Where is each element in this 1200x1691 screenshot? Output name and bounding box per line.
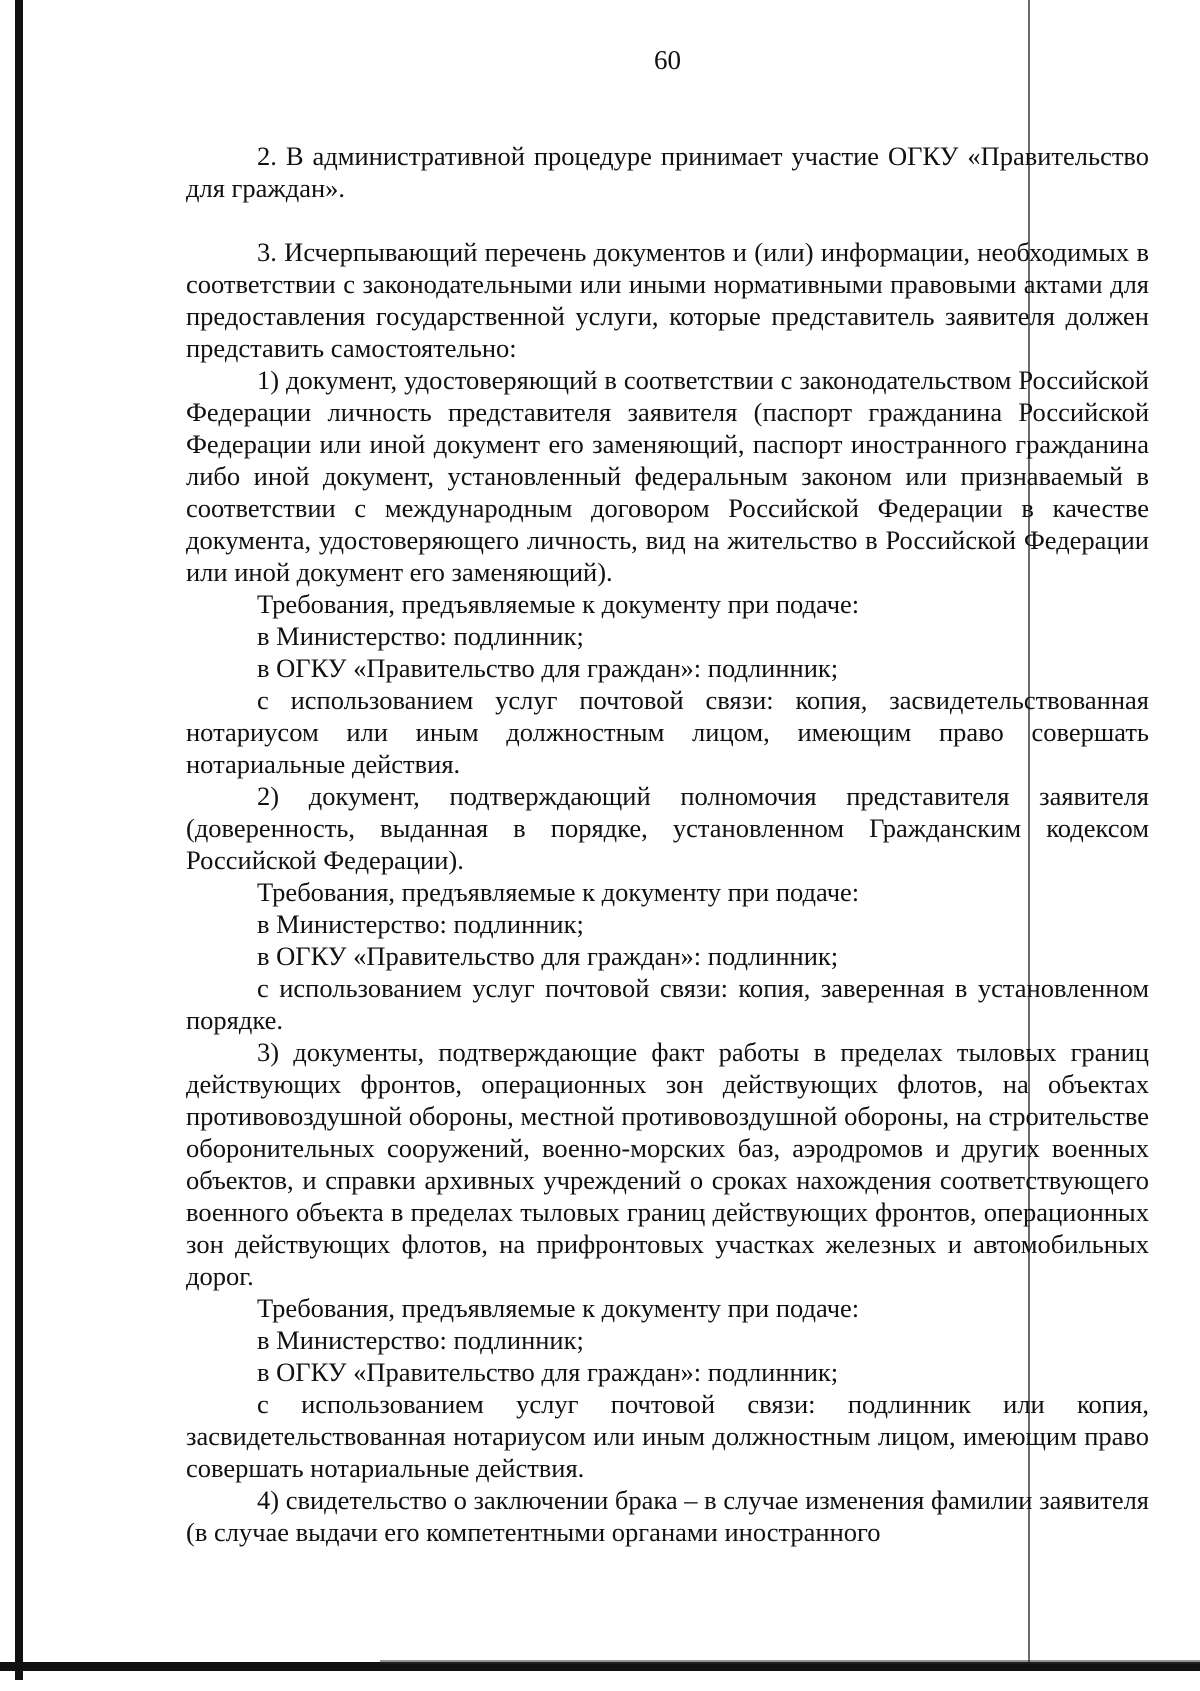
paragraph-item-2-authority-document: 2) документ, подтверждающий полномочия представителя заявителя (доверенность, выданная в порядке, установленном Гражданским кодексом Российской Федерации). [186,781,1149,875]
paragraph-requirement-ogku: в ОГКУ «Правительство для граждан»: подлинник; [257,941,839,971]
paragraph-requirements-heading: Требования, предъявляемые к документу при подаче: [257,1293,860,1323]
paragraph-documents-list: 3. Исчерпывающий перечень документов и (или) информации, необходимых в соответствии с законодательными или иными нормативными правовыми актами для предоставления государственной услуги, которые представитель заявителя должен представить самостоятельно: [186,237,1149,363]
page-number: 60 [654,45,681,75]
paragraph-item-4-marriage-certificate: 4) свидетельство о заключении брака – в случае изменения фамилии заявителя (в случае выдачи его компетентными органами иностранного [186,1485,1149,1547]
paragraph-requirements-heading: Требования, предъявляемые к документу при подаче: [257,589,860,619]
paragraph-item-1-identity-document: 1) документ, удостоверяющий в соответствии с законодательством Российской Федерации личность представителя заявителя (паспорт гражданина Российской Федерации или иной документ его заменяющий, паспорт иностранного гражданина либо иной документ, установленный федеральным законом или признаваемый в соответствии с международным договором Российской Федерации в качестве документа, удостоверяющего личность, вид на жительство в Российской Федерации или иной документ его заменяющий). [186,365,1149,587]
paragraph-requirement-post: с использованием услуг почтовой связи: копия, заверенная в установленном порядке. [186,973,1149,1035]
document-body [186,140,1149,1548]
paragraph-requirement-ministry: в Министерство: подлинник; [257,1325,584,1355]
paragraph-requirement-ogku: в ОГКУ «Правительство для граждан»: подлинник; [257,653,839,683]
paragraph-participation: 2. В административной процедуре принимает участие ОГКУ «Правительство для граждан». [186,141,1149,203]
paragraph-requirement-ministry: в Министерство: подлинник; [257,621,584,651]
paragraph-requirement-post: с использованием услуг почтовой связи: копия, засвидетельствованная нотариусом или иным должностным лицом, имеющим право совершать нотариальные действия. [186,685,1149,779]
paragraph-item-3-work-documents: 3) документы, подтверждающие факт работы в пределах тыловых границ действующих фронтов, операционных зон действующих флотов, на объектах противовоздушной обороны, местной противовоздушной обороны, на строительстве оборонительных сооружений, военно-морских баз, аэродромов и других военных объектов, и справки архивных учреждений о сроках нахождения соответствующего военного объекта в пределах тыловых границ действующих фронтов, операционных зон действующих флотов, на прифронтовых участках железных и автомобильных дорог. [186,1037,1149,1291]
scan-edge-left [15,0,23,1680]
paragraph-requirement-post: с использованием услуг почтовой связи: подлинник или копия, засвидетельствованная нотариусом или иным должностным лицом, имеющим право совершать нотариальные действия. [186,1389,1149,1483]
paragraph-requirements-heading: Требования, предъявляемые к документу при подаче: [257,877,860,907]
scan-bottom-bar-fade [380,1660,1200,1664]
paragraph-requirement-ministry: в Министерство: подлинник; [257,909,584,939]
paragraph-requirement-ogku: в ОГКУ «Правительство для граждан»: подлинник; [257,1357,839,1387]
